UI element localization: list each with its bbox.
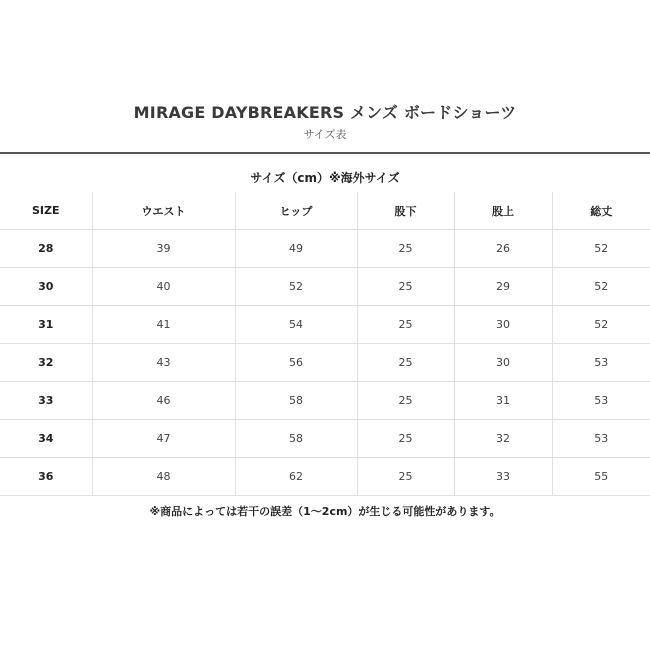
inseam-cell: 25 bbox=[357, 382, 454, 420]
column-header-inseam: 股下 bbox=[357, 192, 454, 230]
page-subtitle: サイズ表 bbox=[303, 128, 347, 141]
size-cell: 31 bbox=[0, 306, 92, 344]
inseam-cell: 25 bbox=[357, 458, 454, 496]
size-cell: 30 bbox=[0, 268, 92, 306]
table-row bbox=[0, 344, 650, 382]
waist-cell: 40 bbox=[92, 268, 235, 306]
measurement-disclaimer: ※商品によっては若干の誤差（1〜2cm）が生じる可能性があります。 bbox=[149, 505, 501, 518]
total-length-cell: 53 bbox=[552, 420, 650, 458]
inseam-cell: 25 bbox=[357, 344, 454, 382]
size-chart-table bbox=[0, 192, 650, 496]
inseam-cell: 25 bbox=[357, 306, 454, 344]
hip-cell: 58 bbox=[235, 382, 357, 420]
column-header-waist: ウエスト bbox=[92, 192, 235, 230]
size-cell: 28 bbox=[0, 230, 92, 268]
rise-cell: 30 bbox=[454, 306, 552, 344]
column-header-hip: ヒップ bbox=[235, 192, 357, 230]
inseam-cell: 25 bbox=[357, 420, 454, 458]
table-row bbox=[0, 268, 650, 306]
table-row bbox=[0, 230, 650, 268]
waist-cell: 47 bbox=[92, 420, 235, 458]
size-cell: 36 bbox=[0, 458, 92, 496]
total-length-cell: 53 bbox=[552, 344, 650, 382]
total-length-cell: 53 bbox=[552, 382, 650, 420]
hip-cell: 54 bbox=[235, 306, 357, 344]
size-cell: 34 bbox=[0, 420, 92, 458]
size-cell: 32 bbox=[0, 344, 92, 382]
waist-cell: 41 bbox=[92, 306, 235, 344]
hip-cell: 49 bbox=[235, 230, 357, 268]
rise-cell: 30 bbox=[454, 344, 552, 382]
waist-cell: 43 bbox=[92, 344, 235, 382]
table-row bbox=[0, 306, 650, 344]
total-length-cell: 52 bbox=[552, 306, 650, 344]
rise-cell: 33 bbox=[454, 458, 552, 496]
total-length-cell: 52 bbox=[552, 230, 650, 268]
table-header-row bbox=[0, 192, 650, 230]
rise-cell: 32 bbox=[454, 420, 552, 458]
table-caption: サイズ（cm）※海外サイズ bbox=[250, 171, 400, 185]
hip-cell: 56 bbox=[235, 344, 357, 382]
size-cell: 33 bbox=[0, 382, 92, 420]
header-divider bbox=[0, 152, 650, 154]
rise-cell: 31 bbox=[454, 382, 552, 420]
table-row bbox=[0, 458, 650, 496]
table-row bbox=[0, 420, 650, 458]
hip-cell: 62 bbox=[235, 458, 357, 496]
inseam-cell: 25 bbox=[357, 230, 454, 268]
page-title: MIRAGE DAYBREAKERS メンズ ボードショーツ bbox=[133, 103, 517, 122]
waist-cell: 48 bbox=[92, 458, 235, 496]
column-header-size: SIZE bbox=[0, 192, 92, 230]
table-row bbox=[0, 382, 650, 420]
total-length-cell: 55 bbox=[552, 458, 650, 496]
hip-cell: 58 bbox=[235, 420, 357, 458]
total-length-cell: 52 bbox=[552, 268, 650, 306]
hip-cell: 52 bbox=[235, 268, 357, 306]
column-header-total-length: 総丈 bbox=[552, 192, 650, 230]
rise-cell: 29 bbox=[454, 268, 552, 306]
rise-cell: 26 bbox=[454, 230, 552, 268]
waist-cell: 46 bbox=[92, 382, 235, 420]
column-header-rise: 股上 bbox=[454, 192, 552, 230]
waist-cell: 39 bbox=[92, 230, 235, 268]
inseam-cell: 25 bbox=[357, 268, 454, 306]
